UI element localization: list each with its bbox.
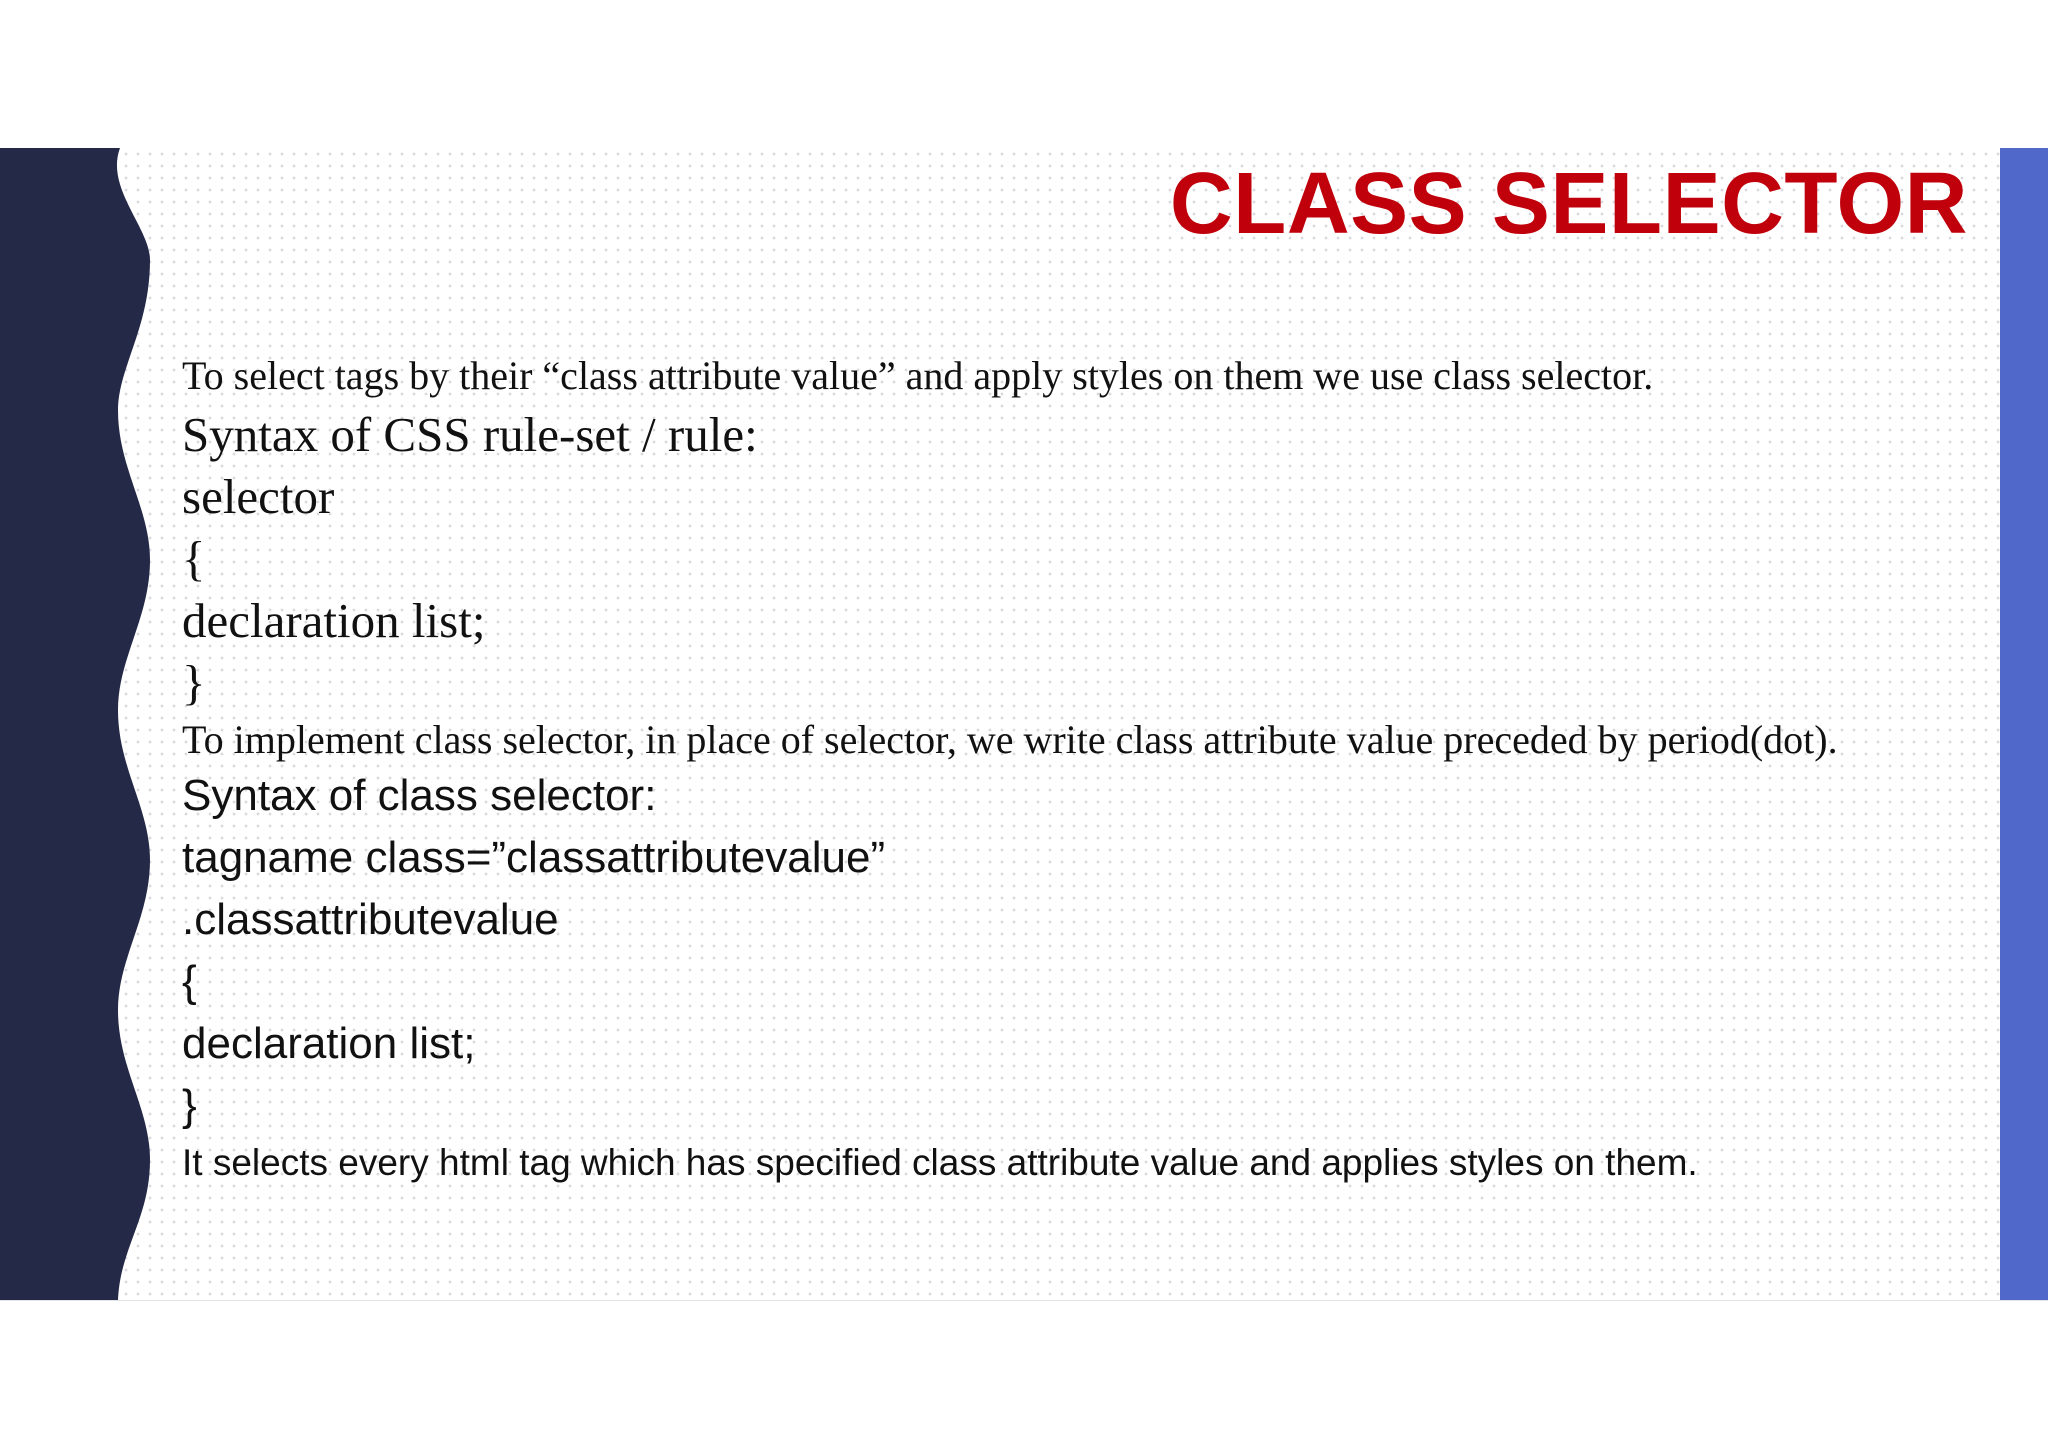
class-selector-line: .classattributevalue xyxy=(182,895,559,944)
rule-open-brace: { xyxy=(182,531,206,586)
right-accent-bar xyxy=(2000,148,2048,1300)
summary-text: It selects every html tag which has specified class attribute value and applies styles on them. xyxy=(182,1142,1698,1183)
intro-text: To select tags by their “class attribute value” and apply styles on them we use class selector. xyxy=(182,353,1654,398)
wavy-side-band xyxy=(0,148,160,1300)
implement-note: To implement class selector, in place of selector, we write class attribute value preceded by period(dot). xyxy=(182,717,1838,762)
rule-selector-line: selector xyxy=(182,469,335,524)
slide-title: CLASS SELECTOR xyxy=(1169,155,1968,252)
slide-body xyxy=(182,348,1972,1189)
class-tag-example: tagname class=”classattributevalue” xyxy=(182,833,886,882)
rule-declaration-line: declaration list; xyxy=(182,593,486,648)
syntax-rule-heading: Syntax of CSS rule-set / rule: xyxy=(182,407,758,462)
class-declaration-line: declaration list; xyxy=(182,1019,476,1068)
rule-close-brace: } xyxy=(182,655,206,710)
slide xyxy=(0,148,2048,1301)
syntax-class-heading: Syntax of class selector: xyxy=(182,771,657,820)
class-close-brace: } xyxy=(182,1081,197,1130)
class-open-brace: { xyxy=(182,957,197,1006)
